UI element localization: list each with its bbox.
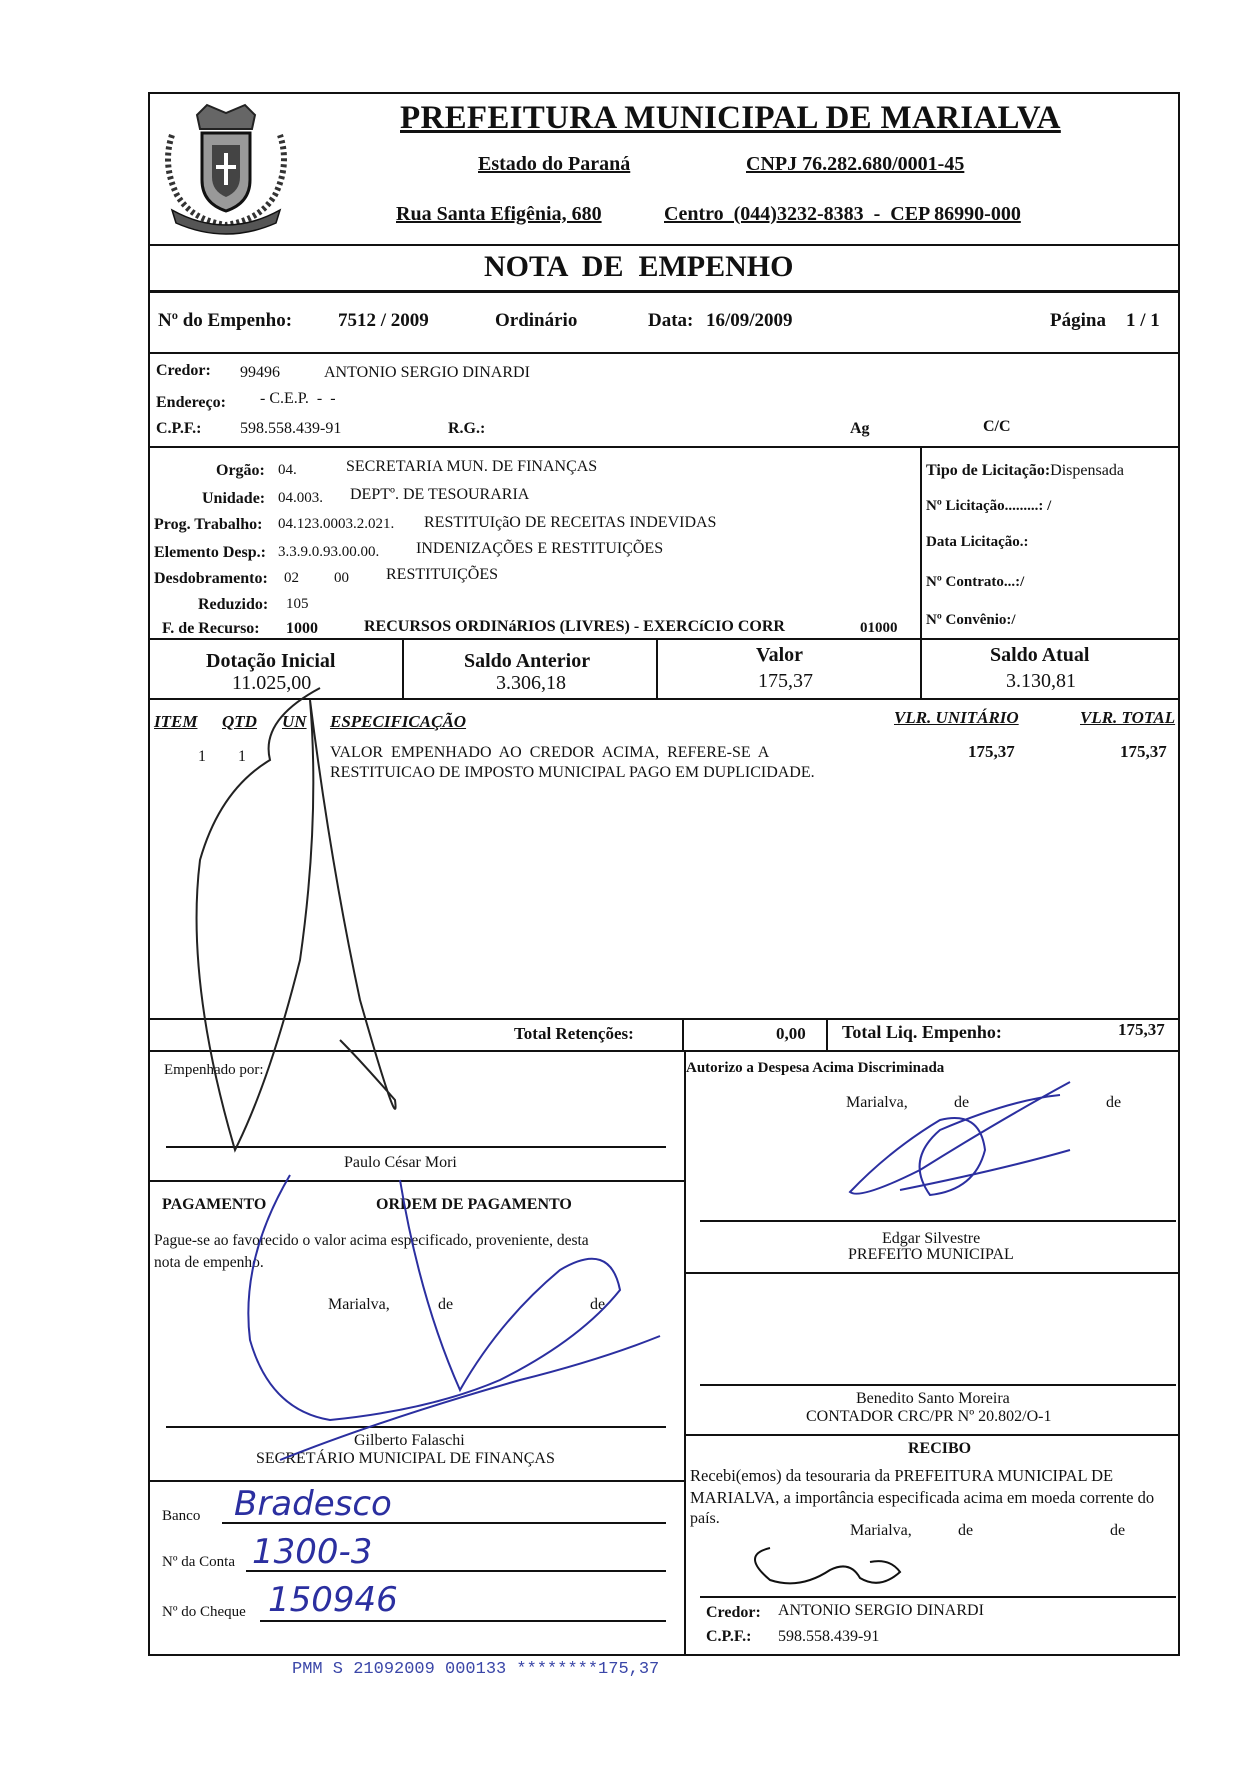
- cpf-value: 598.558.439-91: [240, 420, 342, 437]
- desdobramento-code: 02: [284, 570, 299, 586]
- date-value: 16/09/2009: [706, 310, 793, 331]
- date-label: Data:: [648, 310, 694, 331]
- autorizo-de1: de: [954, 1094, 970, 1111]
- elemento-name: INDENIZAÇÕES E RESTITUIÇÕES: [416, 540, 664, 557]
- secretario-name: Gilberto Falaschi: [354, 1432, 465, 1449]
- licitacao-contrato: Nº Contrato...:/: [926, 574, 1025, 590]
- col-vlr-total: VLR. TOTAL: [1080, 708, 1176, 727]
- elemento-code: 3.3.9.0.93.00.00.: [278, 544, 380, 560]
- recibo-place: Marialva,: [850, 1522, 912, 1539]
- unidade-label: Unidade:: [202, 490, 266, 507]
- item-spec-line1: VALOR EMPENHADO AO CREDOR ACIMA, REFERE-SE A: [330, 744, 770, 761]
- rg-label: R.G.:: [448, 420, 486, 437]
- pagamento-de2: de: [590, 1296, 606, 1313]
- empenho-label: Nº do Empenho:: [158, 310, 293, 331]
- prefeito-role: PREFEITO MUNICIPAL: [848, 1246, 1014, 1263]
- empenhado-signature: [197, 688, 396, 1150]
- recibo-text1: Recebi(emos) da tesouraria da PREFEITURA MUNICIPAL DE: [690, 1466, 1114, 1485]
- pagamento-text2: nota de empenho.: [154, 1254, 264, 1271]
- recibo-credor-value: ANTONIO SERGIO DINARDI: [778, 1602, 984, 1619]
- header-cnpj: CNPJ 76.282.680/0001-45: [746, 153, 965, 175]
- ag-label: Ag: [850, 420, 870, 437]
- licitacao-data: Data Licitação.:: [926, 534, 1029, 550]
- prefeito-name: Edgar Silvestre: [882, 1230, 981, 1247]
- cpf-label: C.P.F.:: [156, 420, 202, 437]
- licitacao-numero: Nº Licitação.........: /: [926, 498, 1052, 514]
- empenho-value: 7512 / 2009: [338, 310, 429, 331]
- saldo-atual-label: Saldo Atual: [990, 644, 1090, 666]
- contador-role: CONTADOR CRC/PR Nº 20.802/O-1: [806, 1408, 1052, 1425]
- licitacao-tipo-label: Tipo de Licitação:: [926, 462, 1051, 479]
- recurso-label: F. de Recurso:: [162, 620, 260, 637]
- desdobramento-name: RESTITUIÇÕES: [386, 566, 498, 583]
- liq-value: 175,37: [1118, 1020, 1165, 1039]
- orgao-code: 04.: [278, 462, 297, 478]
- empenhado-signer: Paulo César Mori: [344, 1154, 457, 1171]
- header-contact: Centro (044)3232-8383 - CEP 86990-000: [664, 203, 1021, 225]
- pagamento-signature: [248, 1175, 660, 1460]
- unidade-code: 04.003.: [278, 490, 323, 506]
- recibo-cpf-value: 598.558.439-91: [778, 1628, 880, 1645]
- recibo-cpf-label: C.P.F.:: [706, 1628, 752, 1645]
- dotacao-value: 11.025,00: [232, 672, 312, 694]
- licitacao-convenio: Nº Convênio:/: [926, 612, 1016, 628]
- licitacao-tipo-value: Dispensada: [1050, 462, 1124, 479]
- recurso-name: RECURSOS ORDINáRIOS (LIVRES) - EXERCíCIO CORR: [364, 618, 785, 635]
- retencoes-label: Total Retenções:: [514, 1024, 634, 1043]
- payment-stamp: PMM S 21092009 000133 ********175,37: [292, 1660, 660, 1679]
- empenhado-label: Empenhado por:: [164, 1062, 264, 1078]
- autorizo-place: Marialva,: [846, 1094, 908, 1111]
- pagamento-place: Marialva,: [328, 1296, 390, 1313]
- banco-label: Banco: [162, 1508, 201, 1524]
- desdobramento-label: Desdobramento:: [154, 570, 268, 587]
- item-vlr-total: 175,37: [1120, 742, 1167, 761]
- empenho-type: Ordinário: [495, 310, 578, 331]
- recibo-text2: MARIALVA, a importância especificada acima em moeda corrente do: [690, 1488, 1155, 1507]
- doc-title: NOTA DE EMPENHO: [484, 250, 794, 283]
- recibo-de1: de: [958, 1522, 974, 1539]
- conta-label: Nº da Conta: [162, 1554, 235, 1570]
- credor-label: Credor:: [156, 362, 211, 379]
- saldo-atual-value: 3.130,81: [1006, 670, 1076, 692]
- dotacao-label: Dotação Inicial: [206, 650, 336, 672]
- recurso-num: 01000: [860, 620, 898, 636]
- recibo-text3: país.: [690, 1510, 720, 1527]
- cheque-label: Nº do Cheque: [162, 1604, 246, 1620]
- recibo-de2: de: [1110, 1522, 1126, 1539]
- banco-value: Bradesco: [234, 1484, 392, 1524]
- credor-code: 99496: [240, 364, 280, 381]
- contador-name: Benedito Santo Moreira: [856, 1390, 1010, 1407]
- prog-code: 04.123.0003.2.021.: [278, 516, 395, 532]
- recibo-title: RECIBO: [908, 1440, 972, 1457]
- liq-label: Total Liq. Empenho:: [842, 1022, 1002, 1042]
- recibo-credor-label: Credor:: [706, 1604, 761, 1621]
- endereco-value: - C.E.P. - -: [260, 390, 336, 407]
- autorizo-de2: de: [1106, 1094, 1122, 1111]
- reduzido-value: 105: [286, 596, 309, 612]
- page-label: Página: [1050, 310, 1106, 331]
- cheque-value: 150946: [268, 1580, 398, 1620]
- col-vlr-unit: VLR. UNITÁRIO: [894, 708, 1019, 727]
- prog-name: RESTITUIçãO DE RECEITAS INDEVIDAS: [424, 514, 717, 531]
- recibo-signature: [755, 1548, 900, 1583]
- saldo-anterior-label: Saldo Anterior: [464, 650, 591, 672]
- col-qtd: QTD: [222, 712, 257, 731]
- secretario-role: SECRETÁRIO MUNICIPAL DE FINANÇAS: [256, 1450, 555, 1467]
- pagamento-text1: Pague-se ao favorecido o valor acima especificado, proveniente, desta: [154, 1232, 589, 1249]
- col-espec: ESPECIFICAÇÃO: [330, 712, 467, 731]
- item-qtd: 1: [238, 748, 246, 765]
- autorizo-label: Autorizo a Despesa Acima Discriminada: [686, 1060, 945, 1076]
- recurso-code: 1000: [286, 620, 318, 637]
- elemento-label: Elemento Desp.:: [154, 544, 266, 561]
- pagamento-de1: de: [438, 1296, 454, 1313]
- header-address: Rua Santa Efigênia, 680: [396, 203, 602, 225]
- col-item: ITEM: [154, 712, 198, 731]
- orgao-name: SECRETARIA MUN. DE FINANÇAS: [346, 458, 598, 475]
- ordem-pagamento-label: ORDEM DE PAGAMENTO: [376, 1196, 572, 1213]
- endereco-label: Endereço:: [156, 394, 226, 411]
- item-number: 1: [198, 748, 206, 765]
- header-state: Estado do Paraná: [478, 153, 631, 175]
- reduzido-label: Reduzido:: [198, 596, 269, 613]
- pagamento-label: PAGAMENTO: [162, 1196, 267, 1213]
- valor-label: Valor: [756, 644, 804, 666]
- prog-label: Prog. Trabalho:: [154, 516, 263, 533]
- credor-name: ANTONIO SERGIO DINARDI: [324, 364, 530, 381]
- page-value: 1 / 1: [1126, 310, 1160, 331]
- conta-value: 1300-3: [252, 1532, 373, 1572]
- orgao-label: Orgão:: [216, 462, 265, 479]
- valor-value: 175,37: [758, 670, 813, 692]
- col-un: UN: [282, 712, 307, 731]
- header-title: PREFEITURA MUNICIPAL DE MARIALVA: [400, 100, 1061, 136]
- cc-label: C/C: [983, 418, 1011, 435]
- item-vlr-unit: 175,37: [968, 742, 1015, 761]
- saldo-anterior-value: 3.306,18: [496, 672, 566, 694]
- retencoes-value: 0,00: [776, 1024, 806, 1043]
- prefeito-signature: [850, 1082, 1070, 1195]
- desdobramento-sub: 00: [334, 570, 349, 586]
- item-spec-line2: RESTITUICAO DE IMPOSTO MUNICIPAL PAGO EM DUPLICIDADE.: [330, 764, 815, 781]
- unidade-name: DEPTº. DE TESOURARIA: [350, 486, 530, 503]
